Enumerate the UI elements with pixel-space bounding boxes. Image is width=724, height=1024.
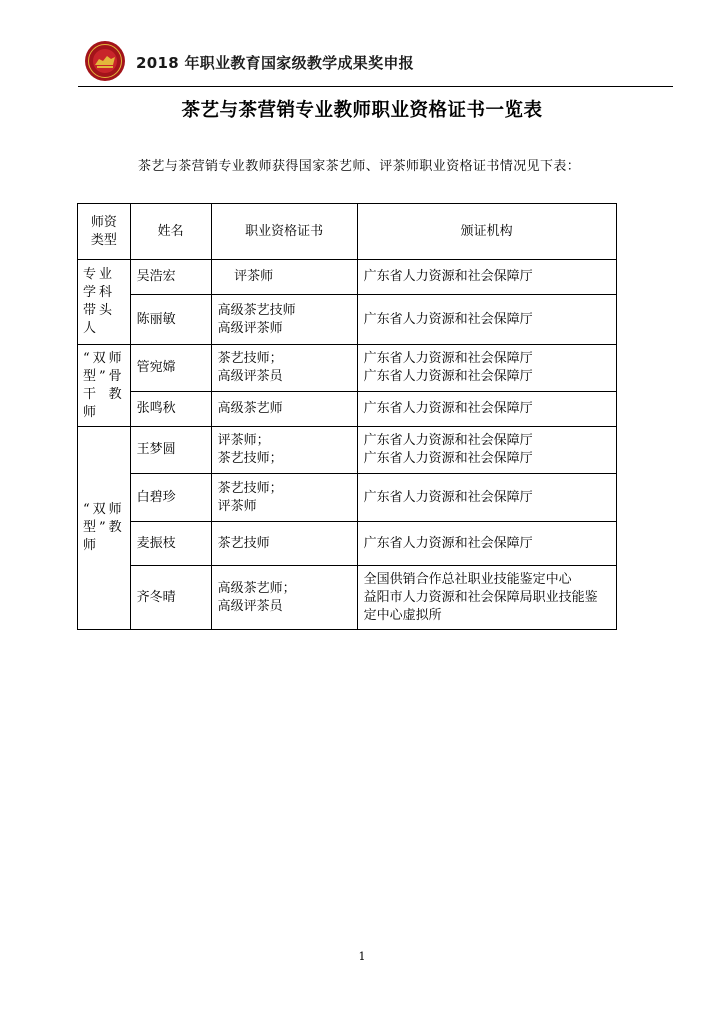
teacher-name: 王梦圆	[130, 427, 211, 474]
header-divider	[78, 86, 673, 87]
teacher-name: 张鸣秋	[130, 392, 211, 427]
certificate-cell: 茶艺技师	[211, 522, 357, 566]
table-row	[78, 474, 617, 522]
table-header-row	[78, 204, 617, 260]
certificate-cell: 评茶师； 茶艺技师；	[211, 427, 357, 474]
issuer-cell: 广东省人力资源和社会保障厅	[357, 474, 616, 522]
certificate-table	[77, 203, 617, 630]
header-title: 2018 年职业教育国家级教学成果奖申报	[136, 54, 414, 72]
issuer-cell: 广东省人力资源和社会保障厅	[357, 522, 616, 566]
header-name: 姓名	[130, 204, 211, 260]
table-row	[78, 392, 617, 427]
document-title: 茶艺与茶营销专业教师职业资格证书一览表	[181, 100, 543, 121]
issuer-cell: 广东省人力资源和社会保障厅	[357, 260, 616, 295]
page-header	[78, 40, 673, 88]
issuer-cell: 广东省人力资源和社会保障厅 广东省人力资源和社会保障厅	[357, 427, 616, 474]
teacher-type-cell: 专业 学科 带头 人	[78, 260, 131, 345]
certificate-cell: 茶艺技师； 高级评茶员	[211, 345, 357, 392]
table-row	[78, 427, 617, 474]
teacher-name: 白碧珍	[130, 474, 211, 522]
page-number: 1	[358, 950, 366, 963]
table-row	[78, 295, 617, 345]
issuer-cell: 广东省人力资源和社会保障厅 广东省人力资源和社会保障厅	[357, 345, 616, 392]
certificate-cell: 茶艺技师； 评茶师	[211, 474, 357, 522]
certificate-cell: 高级茶艺技师 高级评茶师	[211, 295, 357, 345]
teacher-name: 陈丽敏	[130, 295, 211, 345]
intro-text: 茶艺与茶营销专业教师获得国家茶艺师、评茶师职业资格证书情况见下表：	[138, 159, 581, 174]
certificate-cell: 高级茶艺师	[211, 392, 357, 427]
certificate-cell: 评茶师	[211, 260, 357, 295]
issuer-cell: 广东省人力资源和社会保障厅	[357, 392, 616, 427]
teacher-name: 管宛嫦	[130, 345, 211, 392]
header-issuer: 颁证机构	[357, 204, 616, 260]
teacher-name: 麦振枝	[130, 522, 211, 566]
table-row	[78, 522, 617, 566]
table-row	[78, 260, 617, 295]
issuer-cell: 广东省人力资源和社会保障厅	[357, 295, 616, 345]
teacher-name: 吴浩宏	[130, 260, 211, 295]
header-teacher-type: 师资 类型	[78, 204, 131, 260]
teacher-type-cell: “双师 型”骨 干教师	[78, 345, 131, 427]
school-logo-icon	[84, 40, 126, 82]
certificate-cell: 高级茶艺师； 高级评茶员	[211, 566, 357, 630]
teacher-name: 齐冬晴	[130, 566, 211, 630]
header-certificate: 职业资格证书	[211, 204, 357, 260]
table-row	[78, 345, 617, 392]
table-row	[78, 566, 617, 630]
issuer-cell: 全国供销合作总社职业技能鉴定中心 益阳市人力资源和社会保障局职业技能鉴 定中心虚拟所	[357, 566, 616, 630]
teacher-type-cell: “双师 型”教 师	[78, 427, 131, 630]
